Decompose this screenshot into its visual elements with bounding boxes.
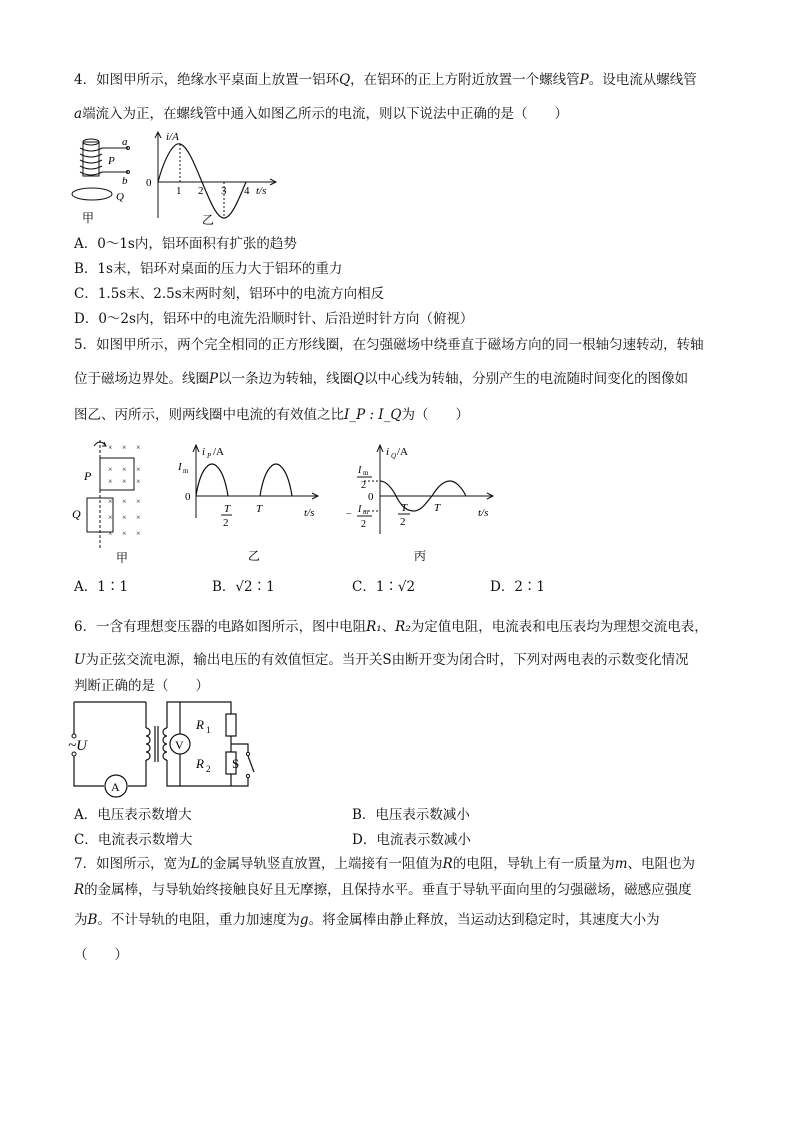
svg-text:0: 0 — [185, 491, 191, 503]
q6-circuit-diagram — [66, 696, 266, 798]
svg-text:b: b — [122, 175, 128, 187]
svg-text:×: × — [136, 497, 141, 506]
secondary-coil — [163, 728, 167, 760]
svg-text:T: T — [224, 503, 231, 515]
svg-text:甲: 甲 — [116, 551, 129, 565]
q4-fig-jia — [70, 132, 140, 227]
svg-text:2: 2 — [361, 519, 366, 530]
svg-text:乙: 乙 — [248, 549, 261, 563]
q4-line1: 4．如图甲所示，绝缘水平桌面上放置一铝环Q，在铝环的正上方附近放置一个螺线管P。设电流从螺线管 — [74, 72, 697, 88]
q5-fig-yi — [172, 440, 327, 566]
svg-text:甲: 甲 — [82, 211, 95, 225]
svg-text:丙: 丙 — [414, 549, 427, 563]
svg-text:×: × — [136, 529, 141, 538]
q4-line2: a端流入为正，在螺线管中通入如图乙所示的电流，则以下说法中正确的是（ ） — [74, 106, 569, 122]
svg-text:I: I — [358, 504, 362, 515]
q5-option-d: D．2∶1 — [490, 579, 546, 595]
svg-text:×: × — [108, 443, 113, 452]
coil-p — [100, 458, 134, 490]
q6-option-a: A．电压表示数增大 — [74, 807, 192, 823]
svg-text:×: × — [108, 497, 113, 506]
svg-text:×: × — [122, 465, 127, 474]
q4-option-b: B．1s末，铝环对桌面的压力大于铝环的重力 — [74, 261, 343, 277]
svg-text:×: × — [136, 465, 141, 474]
svg-text:×: × — [136, 443, 141, 452]
svg-text:T: T — [256, 503, 263, 515]
svg-text:S: S — [232, 756, 240, 771]
svg-text:t/s: t/s — [304, 507, 315, 519]
aluminum-ring-icon — [72, 188, 112, 200]
svg-text:/A: /A — [213, 446, 224, 458]
q4-option-d: D．0～2s内，铝环中的电流先沿顺时针、后沿逆时针方向（俯视） — [74, 311, 474, 327]
svg-text:×: × — [108, 477, 113, 486]
svg-text:2: 2 — [198, 185, 204, 197]
svg-text:×: × — [136, 513, 141, 522]
svg-text:I: I — [178, 461, 182, 473]
q4-option-c: C．1.5s末、2.5s末两时刻，铝环中的电流方向相反 — [74, 286, 385, 302]
q5-fig-jia — [68, 436, 168, 566]
q6-option-b: B．电压表示数减小 — [352, 807, 470, 823]
svg-text:×: × — [122, 513, 127, 522]
svg-text:T: T — [434, 502, 441, 514]
svg-text:A: A — [111, 780, 120, 794]
svg-text:×: × — [108, 529, 113, 538]
q7-line3: 为B。不计导轨的电阻，重力加速度为g。将金属棒由静止释放，当运动达到稳定时，其速度大小为 — [74, 912, 660, 928]
svg-text:I: I — [358, 465, 362, 476]
current-curve — [158, 144, 246, 218]
svg-text:i: i — [386, 446, 390, 458]
svg-text:×: × — [122, 497, 127, 506]
svg-text:Q: Q — [116, 191, 124, 203]
svg-text:2: 2 — [206, 764, 211, 774]
svg-text:i/A: i/A — [166, 131, 179, 143]
svg-text:1: 1 — [176, 185, 182, 197]
svg-text:t/s: t/s — [256, 185, 267, 197]
svg-text:R: R — [196, 717, 204, 732]
svg-text:P: P — [207, 452, 212, 460]
svg-text:1: 1 — [206, 725, 211, 735]
q4-option-a: A．0～1s内，铝环面积有扩张的趋势 — [74, 236, 297, 252]
svg-text:乙: 乙 — [202, 213, 215, 227]
q5-line2: 位于磁场边界处。线圈P以一条边为转轴，线圈Q以中心线为转轴，分别产生的电流随时间变化的图像如 — [74, 371, 689, 387]
q5-option-b: B．√2∶1 — [212, 579, 275, 595]
svg-text:×: × — [108, 513, 113, 522]
q7-line2: R的金属棒，与导轨始终接触良好且无摩擦，且保持水平。垂直于导轨平面向里的匀强磁场，磁感应强度 — [74, 882, 692, 898]
q4-fig-yi — [140, 128, 285, 228]
switch-s — [248, 756, 254, 772]
primary-coil — [146, 728, 150, 760]
svg-text:m: m — [363, 508, 369, 516]
svg-text:2: 2 — [361, 480, 366, 491]
q6-line3: 判断正确的是（ ） — [74, 678, 209, 694]
q5-line3: 图乙、丙所示，则两线圈中电流的有效值之比I_P : I_Q为（ ） — [74, 407, 469, 423]
r1-resistor — [226, 714, 236, 736]
q5-option-c: C．1∶√2 — [352, 579, 416, 595]
svg-text:0: 0 — [368, 491, 374, 503]
svg-text:t/s: t/s — [478, 507, 489, 519]
svg-text:V: V — [175, 738, 184, 752]
svg-text:×: × — [122, 443, 127, 452]
svg-text:P: P — [84, 469, 92, 483]
ac-source-label: ~U — [68, 738, 87, 754]
svg-text:m: m — [183, 467, 189, 475]
q7-line1: 7．如图所示，宽为L的金属导轨竖直放置，上端接有一阻值为R的电阻，导轨上有一质量为m、电阻也为 — [74, 856, 696, 872]
svg-text:4: 4 — [244, 185, 250, 197]
svg-text:2: 2 — [223, 517, 229, 529]
q5-line1: 5．如图甲所示，两个完全相同的正方形线圈，在匀强磁场中绕垂直于磁场方向的同一根轴匀速转动，转轴 — [74, 337, 704, 353]
q6-option-d: D．电流表示数减小 — [352, 832, 471, 848]
q6-line1: 6．一含有理想变压器的电路如图所示，图中电阻R₁、R₂为定值电阻，电流表和电压表均为理想交流电表， — [74, 619, 708, 635]
svg-text:Q: Q — [72, 507, 81, 521]
svg-text:2: 2 — [400, 516, 406, 528]
q5-fig-bing — [340, 440, 500, 566]
q5-option-a: A．1∶1 — [74, 579, 128, 595]
svg-text:m: m — [363, 469, 369, 477]
svg-text:0: 0 — [146, 177, 152, 189]
q6-line2: U为正弦交流电源，输出电压的有效值恒定。当开关S由断开变为闭合时，下列对两电表的示数变化情况 — [74, 652, 689, 668]
svg-text:T: T — [401, 502, 408, 514]
q6-option-c: C．电流表示数增大 — [74, 832, 193, 848]
q7-line4: （ ） — [74, 947, 128, 963]
svg-text:Q: Q — [391, 452, 397, 460]
ip-curve — [196, 464, 292, 496]
svg-text:P: P — [108, 155, 115, 167]
svg-text:/A: /A — [397, 446, 408, 458]
svg-text:i: i — [202, 446, 206, 458]
svg-text:R: R — [196, 756, 204, 771]
svg-text:a: a — [122, 136, 128, 148]
ratio-expression: I_P : I_Q — [344, 407, 402, 423]
svg-text:×: × — [108, 465, 113, 474]
svg-text:×: × — [122, 477, 127, 486]
svg-text:×: × — [136, 477, 141, 486]
svg-text:3: 3 — [221, 185, 227, 197]
svg-text:−: − — [346, 509, 352, 520]
svg-text:×: × — [122, 529, 127, 538]
